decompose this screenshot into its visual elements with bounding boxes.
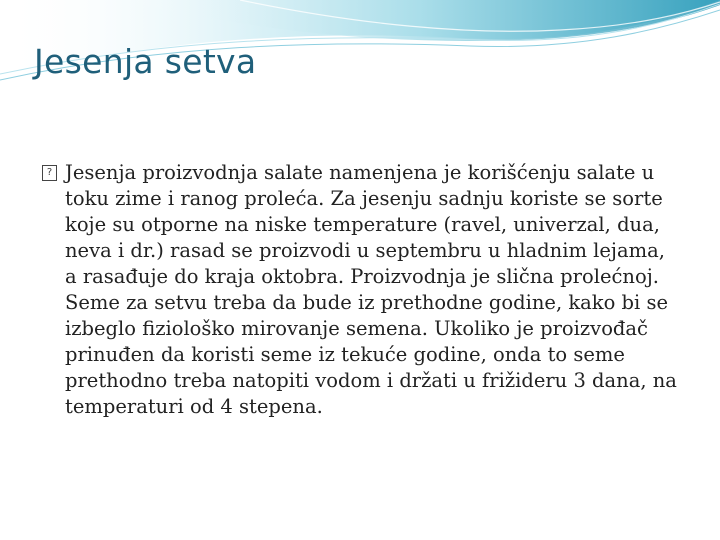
bullet-paragraph <box>42 160 682 420</box>
slide-title: Jesenja setva <box>34 42 257 81</box>
bullet-glyph-icon: ? <box>42 165 57 181</box>
paragraph-text: Jesenja proizvodnja salate namenjena je korišćenju salate u toku zime i ranog proleća. Za jesenju sadnju koriste se sorte koje su otporne na niske temperature (ravel, univerzal, dua, neva i dr.) rasad se proizvodi u septembru u hladnim lejama, a rasađuje do kraja oktobra. Proizvodnja je slična prolećnoj. Seme za setvu treba da bude iz prethodne godine, kako bi se izbeglo fiziološko mirovanje semena. Ukoliko je proizvođač prinuđen da koristi seme iz tekuće godine, onda to seme prethodno treba natopiti vodom i držati u frižideru 3 dana, na temperaturi od 4 stepena. <box>65 161 677 418</box>
slide-body <box>42 160 682 420</box>
